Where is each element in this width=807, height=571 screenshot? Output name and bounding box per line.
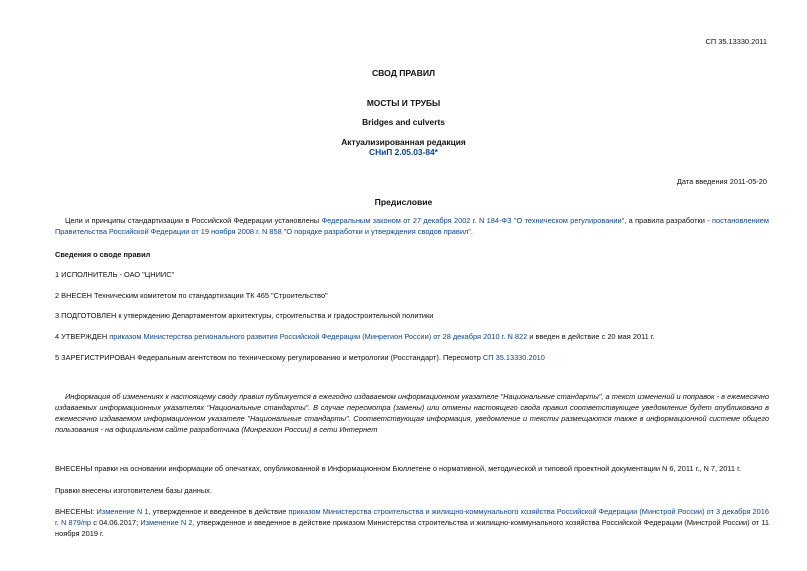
amendments-list: ВНЕСЕНЫ: Изменение N 1, утвержденное и введенное в действие приказом Министерства строительства и жилищно-коммунального хозяйства Российской Федерации (Минстрой России) от 3 декабря 2016 г. N 879/пр с 04.06.2017; Изменение N 2, утвержденное и введенное в действие приказом Министерства строительства и жилищно-коммунального хозяйства Российской Федерации (Минстрой России) от 11 ноября 2019 г. bbox=[55, 507, 769, 538]
introduction-date: Дата введения 2011-05-20 bbox=[676, 177, 767, 186]
paragraph-text: Цели и принципы стандартизации в Российской Федерации установлены bbox=[65, 216, 322, 225]
paragraph-text: , а правила разработки - bbox=[624, 216, 712, 225]
info-heading: Сведения о своде правил bbox=[55, 250, 151, 259]
information-notice bbox=[55, 391, 769, 435]
foreword-heading: Предисловие bbox=[374, 197, 433, 207]
subject-russian: МОСТЫ И ТРУБЫ bbox=[366, 98, 441, 108]
notice-line: Информация об изменениях к настоящему своду правил публикуется в ежегодно издаваемом информационном указателе "Национальные стандарты", а текст изменений и поправок - в ежемесячно bbox=[65, 392, 769, 401]
list-item-5: 5 ЗАРЕГИСТРИРОВАН Федеральным агентством по техническому регулированию и метрологии (Росстандарт). Пересмотр СП 35.13330.2010 bbox=[55, 353, 545, 362]
database-note: Правки внесены изготовителем базы данных. bbox=[55, 486, 212, 495]
notice-line: ежемесячно издаваемом информационном указателе "Национальные стандарты". Соответствующая информация, уведомление и тексты размещаются также в информационной системе общего bbox=[55, 414, 769, 423]
list-item-2: 2 ВНЕСЕН Техническим комитетом по стандартизации ТК 465 "Строительство" bbox=[55, 291, 328, 300]
government-decree-link[interactable]: постановлением Правительства Российской Федерации от 19 ноября 2008 г. N 858 "О порядке разработки и утверждения сводов правил" bbox=[55, 216, 769, 236]
notice-line: пользования - на официальном сайте разработчика (Минрегион России) в сети Интернет bbox=[55, 425, 378, 434]
minstroy-order-link[interactable]: приказом Министерства строительства и жилищно-коммунального хозяйства Российской Федерации (Минстрой России) от 3 декабря 2016 г. N 879/пр bbox=[55, 507, 769, 527]
amendments-note: ВНЕСЕНЫ правки на основании информации об опечатках, опубликованной в Информационном Бюллетене о нормативной, методической и типовой проектной документации N 6, 2011 г., N 7, 2011 г. bbox=[55, 464, 741, 473]
snip-reference-link[interactable]: СНиП 2.05.03-84* bbox=[369, 147, 438, 157]
ministry-order-link[interactable]: приказом Министерства регионального развития Российской Федерации (Минрегион России) от 28 декабря 2010 г. N 822 bbox=[109, 332, 528, 341]
list-item-1: 1 ИСПОЛНИТЕЛЬ - ОАО "ЦНИИС" bbox=[55, 270, 175, 279]
list-item-3: 3 ПОДГОТОВЛЕН к утверждению Департаментом архитектуры, строительства и градостроительной политики bbox=[55, 311, 434, 320]
previous-standard-link[interactable]: СП 35.13330.2010 bbox=[482, 353, 545, 362]
list-item-4: 4 УТВЕРЖДЕН приказом Министерства регионального развития Российской Федерации (Минрегион России) от 28 декабря 2010 г. N 822 и введен в действие с 20 мая 2011 г. bbox=[55, 332, 655, 341]
document-code: СП 35.13330.2011 bbox=[705, 37, 767, 46]
document-title: СВОД ПРАВИЛ bbox=[371, 68, 436, 78]
notice-line: издаваемых информационных указателях "Национальные стандарты". В случае пересмотра (замены) или отмены настоящего свода правил соответствующее уведомление будет опубликовано в bbox=[55, 403, 769, 412]
federal-law-link[interactable]: Федеральным законом от 27 декабря 2002 г. N 184-ФЗ "О техническом регулировании" bbox=[321, 216, 625, 225]
foreword-paragraph bbox=[55, 215, 769, 237]
subject-english: Bridges and culverts bbox=[362, 117, 445, 127]
edition-label: Актуализированная редакция bbox=[341, 137, 466, 147]
amendment-1-link[interactable]: Изменение N 1 bbox=[96, 507, 149, 516]
amendment-2-link[interactable]: Изменение N 2 bbox=[140, 518, 193, 527]
paragraph-text: . bbox=[470, 227, 473, 236]
